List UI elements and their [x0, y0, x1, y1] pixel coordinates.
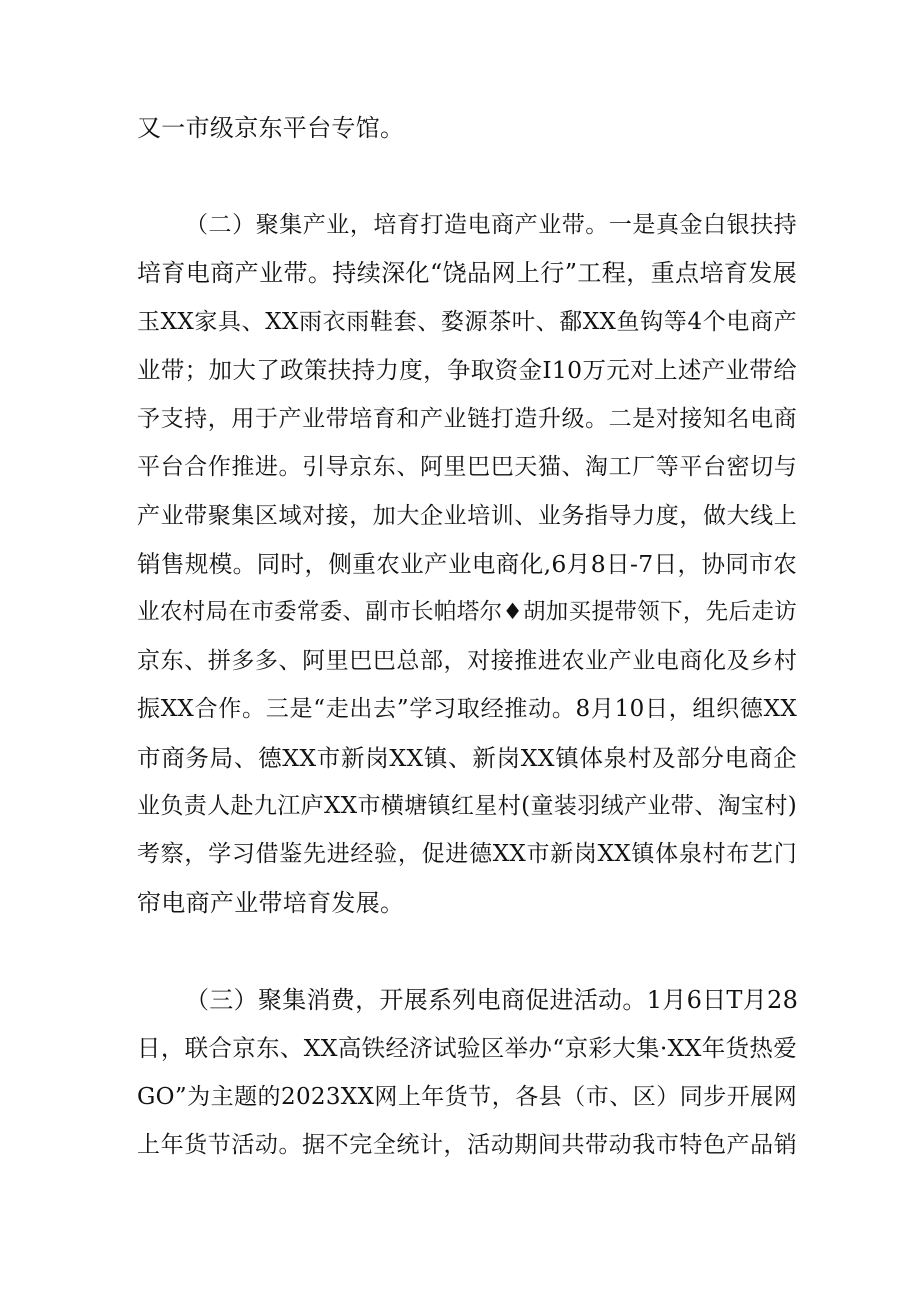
text-line: GO”为主题的2023XX网上年货节，各县（市、区）同步开展网 [137, 1084, 797, 1110]
text-line: （三）聚集消费，开展系列电商促进活动。1月6日T月28 [185, 986, 799, 1014]
text-line: 平台合作推进。引导京东、阿里巴巴天猫、淘工厂等平台密切与 [137, 454, 797, 480]
text-line: 市商务局、德XX市新岗XX镇、新岗XX镇体泉村及部分电商企 [137, 744, 797, 772]
text-line: 予支持，用于产业带培育和产业链打造升级。二是对接知名电商 [137, 406, 797, 432]
text-line: 振XX合作。三是“走出去”学习取经推动。8月10日，组织德XX [137, 696, 797, 722]
text-line: 玉XX家具、XX雨衣雨鞋套、婺源茶叶、鄱XX鱼钩等4个电商产 [137, 309, 797, 335]
text-line: 业农村局在市委常委、副市长帕塔尔♦胡加买提带领下，先后走访 [137, 599, 797, 625]
text-line: 日，联合京东、XX高铁经济试验区举办“京彩大集·XX年货热爱 [137, 1034, 797, 1062]
text-line: 培育电商产业带。持续深化“饶品网上行”工程，重点培育发展 [137, 259, 797, 287]
text-line: 帘电商产业带培育发展。 [137, 889, 405, 917]
text-line: 上年货节活动。据不完全统计，活动期间共带动我市特色产品销 [137, 1132, 797, 1158]
text-line: 业负责人赴九江庐XX市横塘镇红星村(童装羽绒产业带、淘宝村) [137, 793, 797, 819]
text-line: 销售规模。同时，侧重农业产业电商化,6月8日-7日，协同市农 [137, 550, 797, 578]
text-line: 业带；加大了政策扶持力度，争取资金I10万元对上述产业带给 [137, 356, 797, 384]
text-line: 产业带聚集区域对接，加大企业培训、业务指导力度，做大线上 [137, 503, 797, 529]
text-line: 京东、拼多多、阿里巴巴总部，对接推进农业产业电商化及乡村 [137, 648, 797, 674]
text-line: 又一市级京东平台专馆。 [137, 114, 405, 142]
text-line: 考察，学习借鉴先进经验，促进德XX市新岗XX镇体泉村布艺门 [137, 841, 797, 867]
text-line: （二）聚集产业，培育打造电商产业带。一是真金白银扶持 [185, 212, 797, 238]
